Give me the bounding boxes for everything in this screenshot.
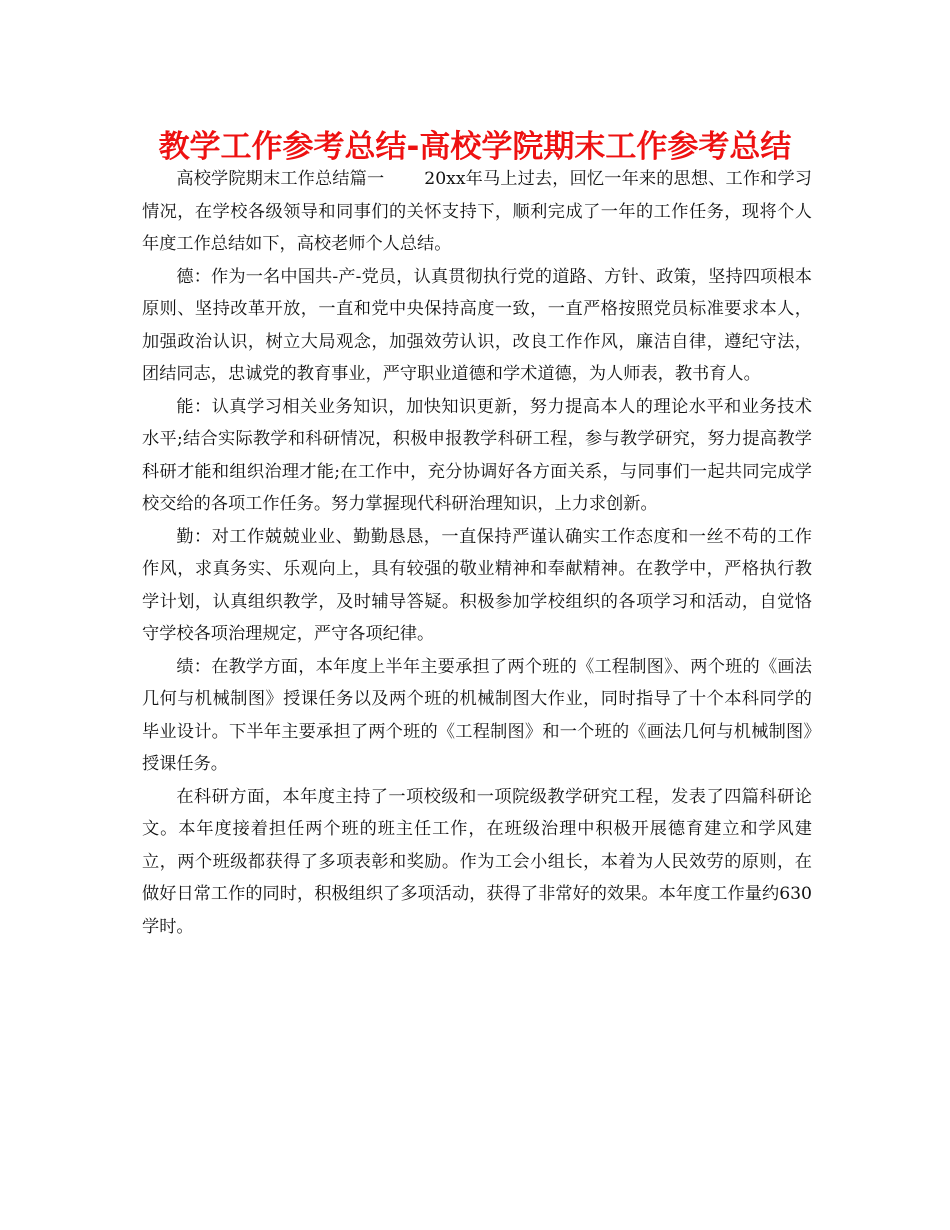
intro-text: 20xx年马上过去，回忆一年来的思想、工作和学习情况，在学校各级领导和同事们的关怀支持下，顺利完成了一年的工作任务，现将个人年度工作总结如下，高校老师个人总结。	[142, 169, 812, 254]
intro-lead: 高校学院期末工作总结篇一	[176, 169, 385, 189]
paragraph-ji: 绩：在教学方面，本年度上半年主要承担了两个班的《工程制图》、两个班的《画法几何与机械制图》授课任务以及两个班的机械制图大作业，同时指导了十个本科同学的毕业设计。下半年主要承担了两个班的《工程制图》和一个班的《画法几何与机械制图》授课任务。	[142, 656, 812, 774]
paragraph-research: 在科研方面，本年度主持了一项校级和一项院级教学研究工程，发表了四篇科研论文。本年度接着担任两个班的班主任工作，在班级治理中积极开展德育建立和学风建立，两个班级都获得了多项表彰和奖励。作为工会小组长，本着为人民效劳的原则，在做好日常工作的同时，积极组织了多项活动，获得了非常好的效果。本年度工作量约630学时。	[142, 786, 812, 937]
paragraph-qin: 勤：对工作兢兢业业、勤勤恳恳，一直保持严谨认确实工作态度和一丝不苟的工作作风，求真务实、乐观向上，具有较强的敬业精神和奉献精神。在教学中，严格执行教学计划，认真组织教学，及时辅导答疑。积极参加学校组织的各项学习和活动，自觉恪守学校各项治理规定，严守各项纪律。	[142, 526, 812, 644]
document-title: 教学工作参考总结-高校学院期末工作参考总结	[158, 129, 792, 165]
document-body	[142, 163, 812, 943]
paragraph-de: 德：作为一名中国共-产-党员，认真贯彻执行党的道路、方针、政策，坚持四项根本原则、坚持改革开放，一直和党中央保持高度一致，一直严格按照党员标准要求本人，加强政治认识，树立大局观念，加强效劳认识，改良工作作风，廉洁自律，遵纪守法，团结同志，忠诚党的教育事业，严守职业道德和学术道德，为人师表，教书育人。	[142, 266, 812, 384]
intro-paragraph	[142, 163, 812, 261]
paragraph-neng: 能：认真学习相关业务知识，加快知识更新，努力提高本人的理论水平和业务技术水平;结合实际教学和科研情况，积极申报教学科研工程，参与教学研究，努力提高教学科研才能和组织治理才能;在工作中，充分协调好各方面关系，与同事们一起共同完成学校交给的各项工作任务。努力掌握现代科研治理知识，上力求创新。	[142, 396, 812, 514]
